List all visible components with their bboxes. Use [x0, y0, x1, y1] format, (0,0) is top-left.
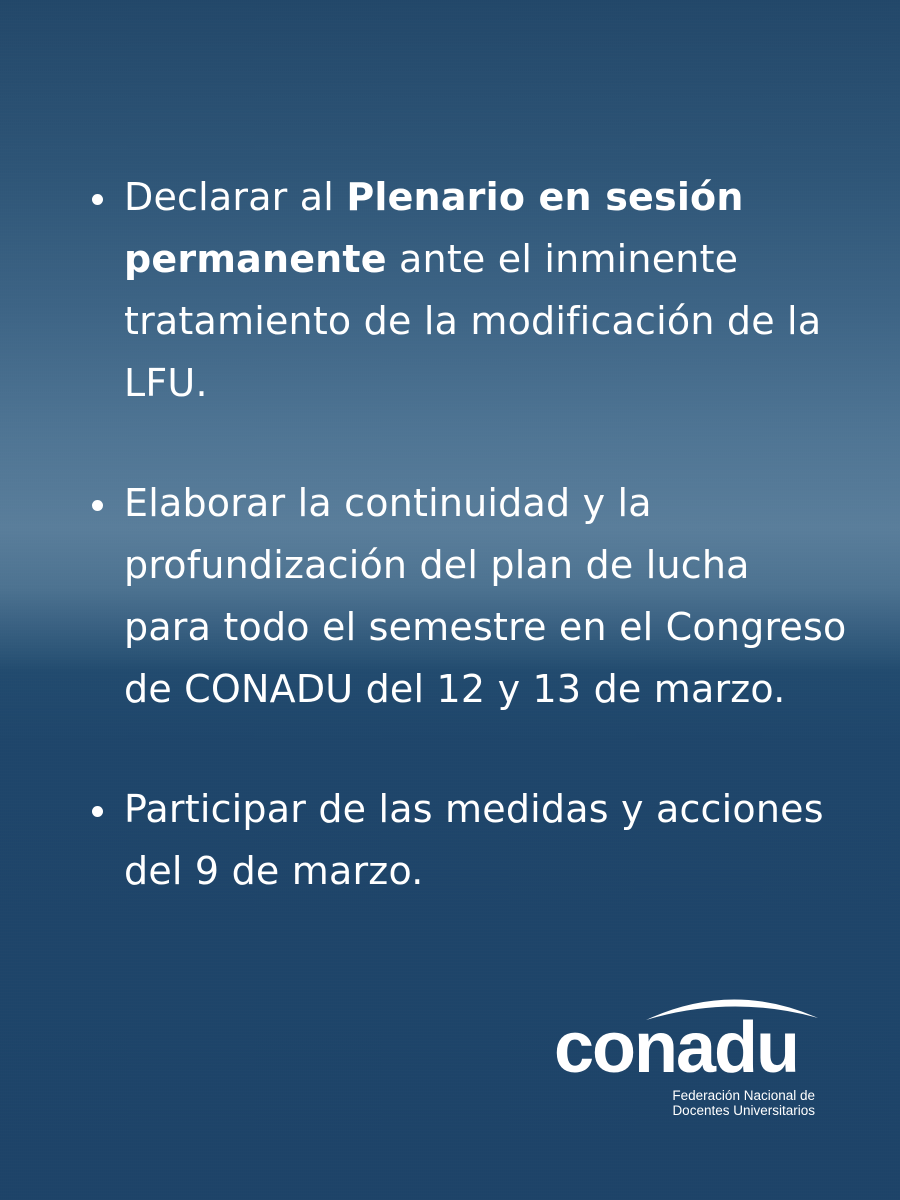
text-segment: Declarar al [124, 175, 347, 219]
bullet-text [124, 481, 846, 711]
logo-subtitle-line2: Docentes Universitarios [672, 1103, 815, 1118]
bullet-item-medidas [88, 778, 848, 902]
bullet-dot-icon [92, 500, 103, 511]
bullet-item-plenario [88, 166, 848, 414]
logo-wordmark: conadu [554, 1008, 799, 1088]
logo-subtitle [640, 1088, 815, 1118]
text-segment: Elaborar la continuidad y la profundización del plan de lucha para todo el semestre en el Congreso de CONADU del 12 y 13 de marzo. [124, 481, 847, 711]
bullet-text [124, 175, 821, 405]
bullet-list [88, 166, 848, 902]
conadu-logo [552, 990, 822, 1130]
text-segment-bold: Plenario en sesión permanente [124, 175, 744, 281]
bullet-dot-icon [92, 806, 103, 817]
bullet-dot-icon [92, 194, 103, 205]
text-segment: ante el inminente tratamiento de la modificación de la LFU. [124, 237, 822, 405]
bullet-text [124, 787, 824, 893]
text-segment: Participar de las medidas y acciones del 9 de marzo. [124, 787, 824, 893]
logo-subtitle-line1: Federación Nacional de [672, 1088, 815, 1103]
bullet-item-congreso [88, 472, 848, 720]
